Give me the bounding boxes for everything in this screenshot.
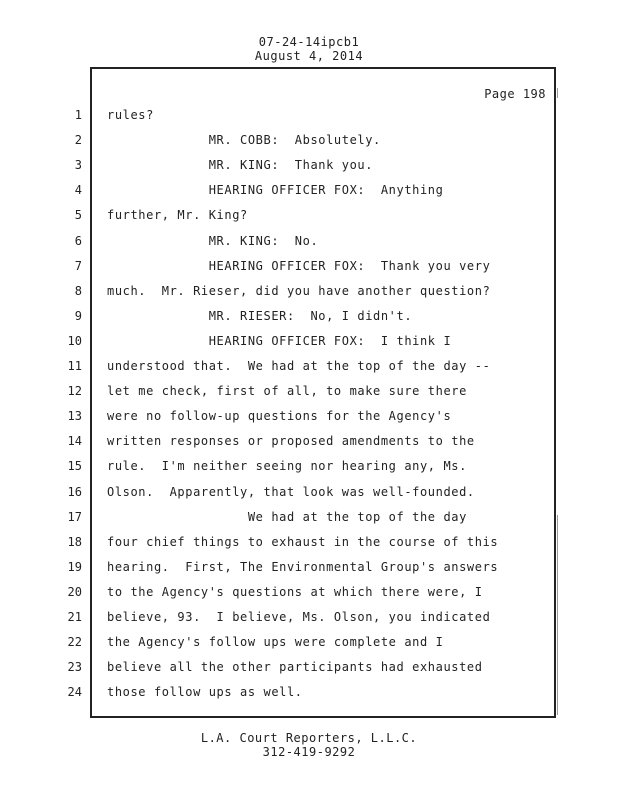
line-number: 7 [74,258,82,273]
line-number: 22 [67,635,82,650]
line-number: 6 [74,233,82,248]
line-text: Olson. Apparently, that look was well-founded. [107,484,475,499]
line-text: were no follow-up questions for the Agency's [107,409,452,424]
line-text: understood that. We had at the top of the day -- [107,359,491,373]
line-number: 8 [74,283,82,298]
line-text: four chief things to exhaust in the course of this [107,534,499,549]
page-number: Page 198 [484,87,546,101]
line-text: further, Mr. King? [107,208,248,223]
reporter-footer: L.A. Court Reporters, L.L.C. [200,731,418,745]
line-number: 10 [67,333,82,348]
line-number: 9 [74,308,82,323]
line-number: 13 [67,409,82,424]
line-number: 2 [74,133,82,148]
line-number: 19 [67,559,82,574]
line-number: 24 [67,685,82,700]
line-number: 21 [67,610,82,624]
line-text: the Agency's follow ups were complete and I [107,635,444,650]
margin-tick [557,88,558,98]
line-text: MR. RIESER: No, I didn't. [107,308,413,323]
line-number: 3 [74,158,82,173]
line-text: MR. KING: Thank you. [107,158,374,173]
line-text: rule. I'm neither seeing nor hearing any, Ms. [107,459,467,474]
line-text: MR. COBB: Absolutely. [107,133,381,148]
line-text: to the Agency's questions at which there were, I [107,584,483,599]
line-number: 16 [67,484,82,499]
date-header: August 4, 2014 [254,49,364,63]
line-number: 15 [67,459,82,474]
case-id-header: 07-24-14ipcb1 [258,35,360,49]
line-text: those follow ups as well. [107,685,303,700]
margin-tick [557,515,558,715]
phone-footer: 312-419-9292 [262,745,356,759]
line-number: 4 [74,183,82,198]
line-text: let me check, first of all, to make sure there [107,384,467,399]
line-text: HEARING OFFICER FOX: I think I [107,333,452,348]
line-text: believe, 93. I believe, Ms. Olson, you indicated [107,610,491,624]
line-text: hearing. First, The Environmental Group's answers [107,559,499,574]
line-number: 11 [67,359,82,373]
line-text: HEARING OFFICER FOX: Thank you very [107,258,491,273]
line-text: MR. KING: No. [107,233,319,248]
line-text: rules? [107,108,154,122]
line-text: We had at the top of the day [107,509,467,524]
line-number: 14 [67,434,82,449]
line-text: much. Mr. Rieser, did you have another question? [107,283,491,298]
line-number: 23 [67,660,82,675]
line-number: 20 [67,584,82,599]
line-number: 5 [74,208,82,223]
line-number: 18 [67,534,82,549]
line-number: 17 [67,509,82,524]
line-text: HEARING OFFICER FOX: Anything [107,183,444,198]
line-text: believe all the other participants had exhausted [107,660,483,675]
line-text: written responses or proposed amendments to the [107,434,475,449]
line-number: 1 [74,108,82,122]
line-number: 12 [67,384,82,399]
